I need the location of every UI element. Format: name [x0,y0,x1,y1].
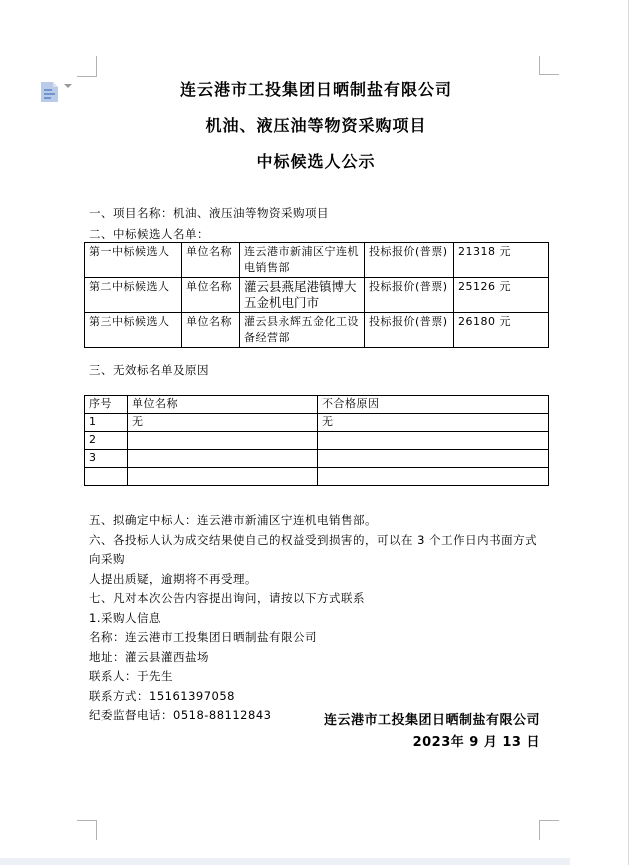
invalid-bids-table [84,395,549,486]
cell-price: 25126 元 [454,278,549,313]
cell-unit-name [128,432,318,450]
paste-options-button[interactable] [38,80,74,104]
candidates-table [84,242,549,348]
cell-reason [318,468,549,486]
table-row [85,278,549,313]
paste-document-icon [40,81,60,107]
contact-address: 地址：灌云县灌西盐场 [89,649,209,664]
page-bottom-edge [0,858,570,865]
section-winner: 五、拟确定中标人：连云港市新浦区宁连机电销售部。 [89,513,377,527]
page-right-edge [628,0,629,865]
cell-reason: 无 [318,414,549,432]
cell-unit-label: 单位名称 [182,313,240,348]
contact-name: 名称：连云港市工投集团日晒制盐有限公司 [89,630,317,644]
cell-price-label: 投标报价(普票) [365,278,454,313]
cell-unit-label: 单位名称 [182,243,240,278]
cell-price-label: 投标报价(普票) [365,243,454,278]
signature-date: 2023年 9 月 13 日 [412,735,540,750]
cell-reason [318,450,549,468]
cell-rank: 第二中标候选人 [85,278,182,313]
title-line-notice: 中标候选人公示 [256,152,376,171]
cell-company: 连云港市新浦区宁连机电销售部 [240,243,365,278]
section-objection-line2: 人提出质疑，逾期将不再受理。 [89,571,257,586]
cell-company: 灌云县永辉五金化工设备经营部 [240,313,365,348]
table-row [85,450,549,468]
table-row [85,243,549,278]
signature-company: 连云港市工投集团日晒制盐有限公司 [323,713,540,728]
cell-seq [85,468,128,486]
cell-rank: 第一中标候选人 [85,243,182,278]
cell-price-label: 投标报价(普票) [365,313,454,348]
cell-unit-name: 无 [128,414,318,432]
table-row [85,468,549,486]
table-header-row [85,396,549,414]
section-invalid-heading [89,360,549,381]
cell-reason [318,432,549,450]
table-row [85,313,549,348]
section-notes-and-contact [89,511,549,726]
title-line-project: 机油、液压油等物资采购项目 [205,116,427,135]
cell-unit-name [128,450,318,468]
header-seq: 序号 [85,396,128,414]
margin-crop-mark-bottom-left [77,820,97,840]
section-candidate-list-heading: 二、中标候选人名单： [89,227,209,241]
cell-seq: 1 [85,414,128,432]
cell-price: 26180 元 [454,313,549,348]
paste-options-dropdown-icon[interactable] [64,88,72,107]
section-intro [89,203,549,245]
header-unit-name: 单位名称 [128,396,318,414]
cell-unit-name [128,468,318,486]
section-project-name: 一、项目名称：机油、液压油等物资采购项目 [89,206,329,220]
document-title [84,72,548,180]
signature-block [240,710,540,754]
margin-crop-mark-bottom-right [539,820,559,840]
title-line-company: 连云港市工投集团日晒制盐有限公司 [179,80,452,99]
section-invalid-heading-text: 三、无效标名单及原因 [89,363,209,377]
section-inquiry: 七、凡对本次公告内容提出询问，请按以下方式联系 [89,591,365,605]
cell-seq: 3 [85,450,128,468]
contact-phone: 联系方式：15161397058 [89,688,235,703]
cell-seq: 2 [85,432,128,450]
table-row [85,432,549,450]
contact-supervision-phone: 纪委监督电话：0518-88112843 [89,708,272,722]
section-objection-line1: 六、各投标人认为成交结果使自己的权益受到损害的，可以在 3 个工作日内书面方式向采购 [89,532,538,566]
cell-rank: 第三中标候选人 [85,313,182,348]
table-row [85,414,549,432]
cell-unit-label: 单位名称 [182,278,240,313]
header-reason: 不合格原因 [318,396,549,414]
cell-company: 灌云县燕尾港镇博大五金机电门市 [240,278,365,313]
contact-heading: 1.采购人信息 [89,610,161,625]
cell-price: 21318 元 [454,243,549,278]
contact-person: 联系人：于先生 [89,669,173,683]
